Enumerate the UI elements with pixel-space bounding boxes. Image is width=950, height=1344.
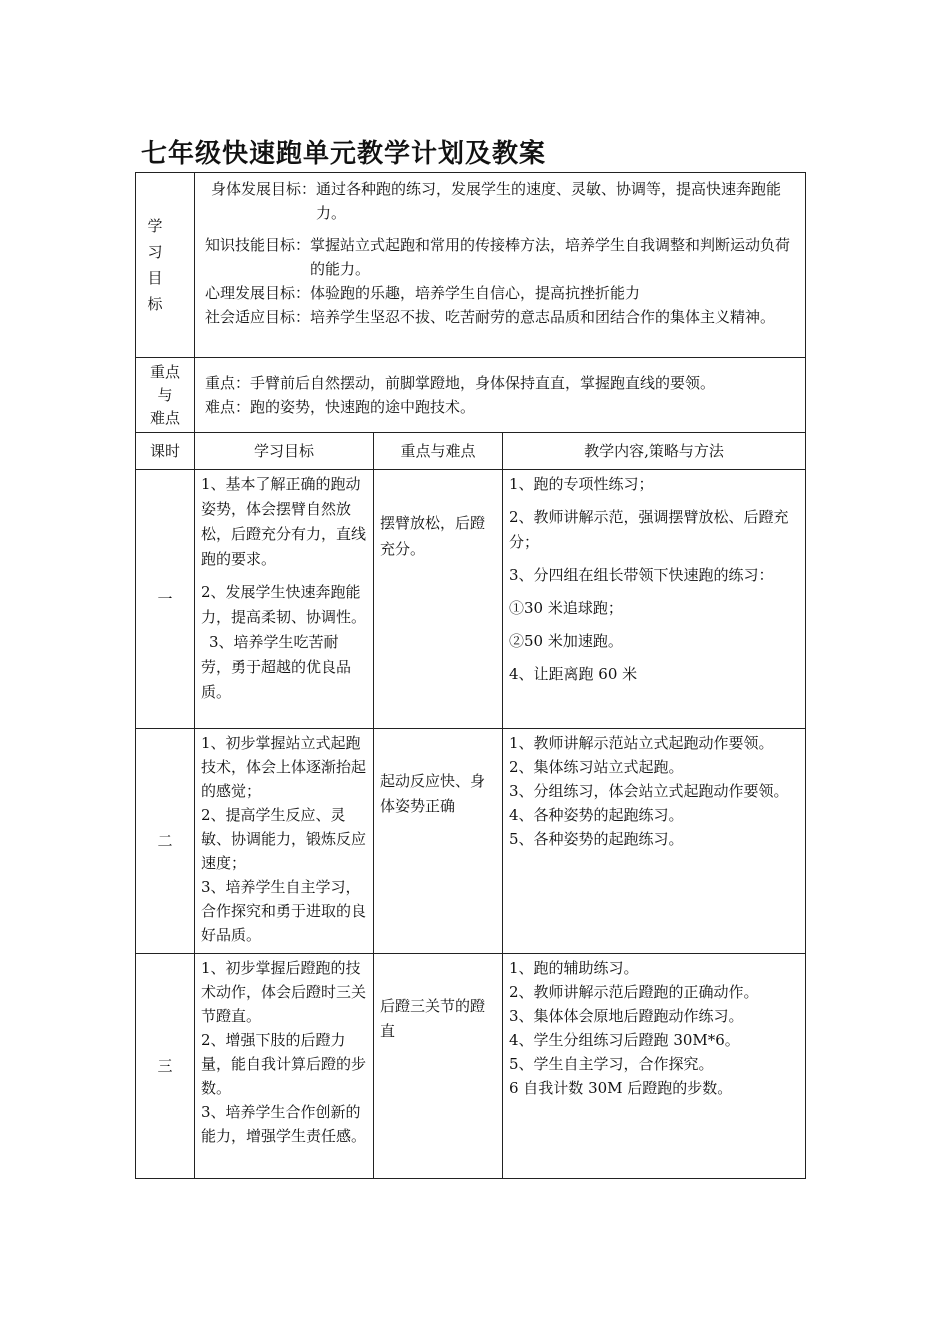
focus-row	[136, 358, 806, 433]
lesson-focus: 摆臂放松，后蹬充分。	[374, 470, 503, 729]
content-item: 3、集体体会原地后蹬跑动作练习。	[509, 1007, 744, 1025]
content-item: ①30 米追球跑；	[509, 599, 623, 617]
content-item: ②50 米加速跑。	[509, 632, 623, 650]
content-item: 4、学生分组练习后蹬跑 30M*6。	[509, 1031, 740, 1049]
objective-physical	[205, 177, 799, 225]
content-item: 2、教师讲解示范，强调摆臂放松、后蹬充分；	[509, 508, 789, 551]
focus-label-cell	[136, 358, 195, 433]
focus-label-line: 重点	[149, 362, 180, 381]
goal-item: 2、增强下肢的后蹬力量，能自我计算后蹬的步数。	[201, 1031, 367, 1097]
table-row	[136, 729, 806, 954]
lesson-goals	[195, 470, 374, 729]
difficulty-text: 难点：跑的姿势，快速跑的途中跑技术。	[205, 398, 476, 416]
lesson-goals	[195, 954, 374, 1179]
objective-social	[205, 305, 799, 329]
objective-text: 掌握站立式起跑和常用的传接棒方法，培养学生自我调整和判断运动负荷的能力。	[310, 236, 791, 278]
objectives-label	[146, 213, 164, 317]
lesson-plan-table	[135, 172, 806, 1179]
objectives-row	[136, 173, 806, 358]
objective-skill	[205, 233, 799, 281]
content-item: 1、跑的辅助练习。	[509, 959, 639, 977]
content-item: 2、集体练习站立式起跑。	[509, 758, 684, 776]
page-title: 七年级快速跑单元教学计划及教案	[141, 139, 547, 169]
content-item: 6 自我计数 30M 后蹬跑的步数。	[509, 1079, 733, 1097]
focus-label-line: 与	[157, 385, 173, 404]
content-item: 1、教师讲解示范站立式起跑动作要领。	[509, 734, 774, 752]
lesson-period: 三	[136, 954, 195, 1179]
table-row	[136, 470, 806, 729]
content-item: 3、分四组在组长带领下快速跑的练习：	[509, 566, 774, 584]
focus-label-line: 难点	[149, 408, 180, 427]
objectives-label-char: 目	[147, 269, 163, 287]
lesson-content	[503, 954, 806, 1179]
objectives-label-char: 习	[147, 243, 163, 261]
content-item: 1、跑的专项性练习；	[509, 475, 654, 493]
objectives-label-char: 标	[147, 295, 163, 313]
objectives-label-cell	[136, 173, 195, 358]
objective-key: 身体发展目标：	[211, 180, 317, 198]
header-period: 课时	[136, 433, 195, 470]
objectives-content	[195, 173, 806, 358]
lesson-period: 一	[136, 470, 195, 729]
objective-key: 心理发展目标：	[205, 284, 311, 302]
content-item: 5、各种姿势的起跑练习。	[509, 830, 684, 848]
lesson-goals	[195, 729, 374, 954]
lesson-focus: 起动反应快、身体姿势正确	[374, 729, 503, 954]
goal-item: 2、发展学生快速奔跑能力，提高柔韧、协调性。	[201, 583, 367, 626]
content-item: 4、各种姿势的起跑练习。	[509, 806, 684, 824]
goal-item: 1、基本了解正确的跑动姿势，体会摆臂自然放松，后蹬充分有力，直线跑的要求。	[201, 475, 367, 568]
goal-item: 2、提高学生反应、灵敏、协调能力，锻炼反应速度；	[201, 806, 367, 872]
lesson-content	[503, 729, 806, 954]
objective-key: 社会适应目标：	[205, 308, 311, 326]
table-header-row	[136, 433, 806, 470]
objective-psychology	[205, 281, 799, 305]
lesson-focus: 后蹬三关节的蹬直	[374, 954, 503, 1179]
objective-key: 知识技能目标：	[205, 236, 311, 254]
goal-item: 1、初步掌握站立式起跑技术，体会上体逐渐抬起的感觉；	[201, 734, 367, 800]
lesson-period: 二	[136, 729, 195, 954]
header-content: 教学内容,策略与方法	[503, 433, 806, 470]
goal-item: 3、培养学生合作创新的能力，增强学生责任感。	[201, 1103, 367, 1145]
objective-text: 体验跑的乐趣，培养学生自信心，提高抗挫折能力	[310, 284, 641, 302]
content-item: 3、分组练习，体会站立式起跑动作要领。	[509, 782, 789, 800]
content-item: 4、让距离跑 60 米	[509, 665, 638, 683]
content-item: 5、学生自主学习，合作探究。	[509, 1055, 714, 1073]
goal-item: 3、培养学生自主学习，合作探究和勇于进取的良好品质。	[201, 878, 367, 944]
focus-content	[195, 358, 806, 433]
goal-item: 3、培养学生吃苦耐劳，勇于超越的优良品质。	[201, 633, 352, 701]
objectives-label-char: 学	[147, 217, 163, 235]
header-focus: 重点与难点	[374, 433, 503, 470]
table-row	[136, 954, 806, 1179]
goal-item: 1、初步掌握后蹬跑的技术动作，体会后蹬时三关节蹬直。	[201, 959, 367, 1025]
header-goals: 学习目标	[195, 433, 374, 470]
objective-text: 培养学生坚忍不拔、吃苦耐劳的意志品质和团结合作的集体主义精神。	[310, 308, 776, 326]
lesson-content	[503, 470, 806, 729]
key-point-text: 重点：手臂前后自然摆动，前脚掌蹬地，身体保持直直，掌握跑直线的要领。	[205, 374, 716, 392]
objective-text: 通过各种跑的练习，发展学生的速度、灵敏、协调等，提高快速奔跑能力。	[316, 180, 782, 222]
content-item: 2、教师讲解示范后蹬跑的正确动作。	[509, 983, 759, 1001]
